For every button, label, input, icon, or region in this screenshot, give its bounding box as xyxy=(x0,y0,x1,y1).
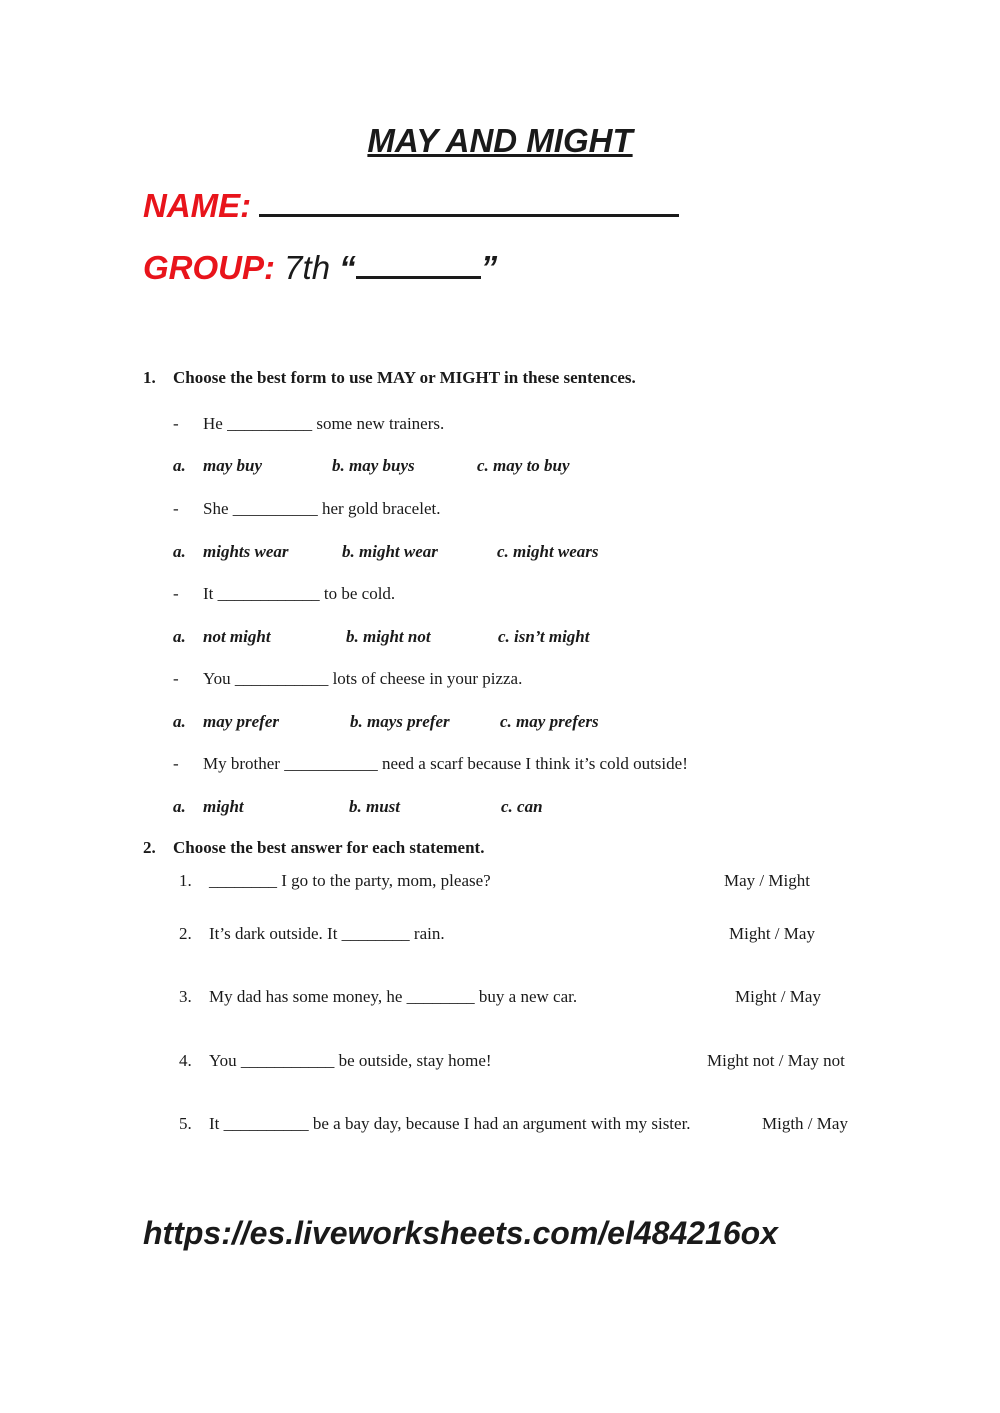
section-1-number: 1. xyxy=(143,368,156,387)
group-close-quote: ” xyxy=(480,249,498,286)
option-a[interactable]: might xyxy=(203,797,244,816)
group-blank-line[interactable] xyxy=(356,246,481,279)
section-2-heading-text: Choose the best answer for each statement. xyxy=(173,838,485,857)
statement-text: My dad has some money, he ________ buy a new car. xyxy=(209,987,578,1006)
option-b[interactable]: b. might not xyxy=(346,627,431,646)
section-2-heading xyxy=(143,838,484,858)
statement-choices[interactable]: May / Might xyxy=(724,871,810,890)
list-dash: - xyxy=(173,499,179,518)
option-a-letter: a. xyxy=(173,456,186,475)
worksheet-link[interactable]: https://es.liveworksheets.com/el484216ox xyxy=(143,1215,778,1251)
statement-choices[interactable]: Might / May xyxy=(735,987,821,1006)
statement-number: 5. xyxy=(179,1114,192,1133)
option-c[interactable]: c. can xyxy=(501,797,543,816)
statement-text: ________ I go to the party, mom, please? xyxy=(209,871,491,890)
question-sentence: It ____________ to be cold. xyxy=(203,584,396,603)
name-row xyxy=(143,184,679,225)
question-1-5-options xyxy=(0,797,1000,819)
option-a[interactable]: may buy xyxy=(203,456,263,475)
question-sentence: My brother ___________ need a scarf because I think it’s cold outside! xyxy=(203,754,688,773)
statement-2 xyxy=(0,924,1000,946)
statement-number: 3. xyxy=(179,987,192,1006)
statement-text: It __________ be a bay day, because I had an argument with my sister. xyxy=(209,1114,691,1133)
statement-4 xyxy=(0,1051,1000,1073)
section-1-heading-text: Choose the best form to use MAY or MIGHT in these sentences. xyxy=(173,368,636,387)
question-1-3 xyxy=(0,584,1000,606)
option-a-letter: a. xyxy=(173,797,186,816)
section-2-number: 2. xyxy=(143,838,156,857)
list-dash: - xyxy=(173,754,179,773)
option-b[interactable]: b. may buys xyxy=(332,456,415,475)
option-b[interactable]: b. might wear xyxy=(342,542,438,561)
statement-5 xyxy=(0,1114,1000,1136)
statement-text: It’s dark outside. It ________ rain. xyxy=(209,924,445,943)
list-dash: - xyxy=(173,584,179,603)
statement-number: 2. xyxy=(179,924,192,943)
option-c[interactable]: c. might wears xyxy=(497,542,599,561)
statement-text: You ___________ be outside, stay home! xyxy=(209,1051,492,1070)
statement-choices[interactable]: Migth / May xyxy=(762,1114,848,1133)
question-1-4 xyxy=(0,669,1000,691)
option-a[interactable]: not might xyxy=(203,627,271,646)
group-row xyxy=(143,246,497,287)
question-1-5 xyxy=(0,754,1000,776)
question-1-2 xyxy=(0,499,1000,521)
statement-3 xyxy=(0,987,1000,1009)
option-a-letter: a. xyxy=(173,542,186,561)
option-a-letter: a. xyxy=(173,712,186,731)
statement-1 xyxy=(0,871,1000,893)
question-sentence: You ___________ lots of cheese in your pizza. xyxy=(203,669,523,688)
statement-number: 4. xyxy=(179,1051,192,1070)
worksheet-title: MAY AND MIGHT xyxy=(367,122,633,159)
option-c[interactable]: c. may to buy xyxy=(477,456,570,475)
statement-choices[interactable]: Might / May xyxy=(729,924,815,943)
group-open-quote: “ xyxy=(339,249,356,286)
statement-choices[interactable]: Might not / May not xyxy=(707,1051,845,1070)
option-b[interactable]: b. mays prefer xyxy=(350,712,450,731)
option-c[interactable]: c. isn’t might xyxy=(498,627,590,646)
name-label: NAME: xyxy=(143,187,252,224)
statement-number: 1. xyxy=(179,871,192,890)
question-1-4-options xyxy=(0,712,1000,734)
question-sentence: He __________ some new trainers. xyxy=(203,414,445,433)
option-b[interactable]: b. must xyxy=(349,797,401,816)
option-a[interactable]: may prefer xyxy=(203,712,280,731)
group-label: GROUP: xyxy=(143,249,275,286)
question-1-1 xyxy=(0,414,1000,436)
list-dash: - xyxy=(173,669,179,688)
question-1-1-options xyxy=(0,456,1000,478)
section-1-heading xyxy=(143,368,636,388)
option-a[interactable]: mights wear xyxy=(203,542,289,561)
option-a-letter: a. xyxy=(173,627,186,646)
list-dash: - xyxy=(173,414,179,433)
group-grade: 7th xyxy=(284,249,331,286)
question-sentence: She __________ her gold bracelet. xyxy=(203,499,441,518)
question-1-2-options xyxy=(0,542,1000,564)
option-c[interactable]: c. may prefers xyxy=(500,712,599,731)
name-blank-line[interactable] xyxy=(259,184,679,217)
question-1-3-options xyxy=(0,627,1000,649)
